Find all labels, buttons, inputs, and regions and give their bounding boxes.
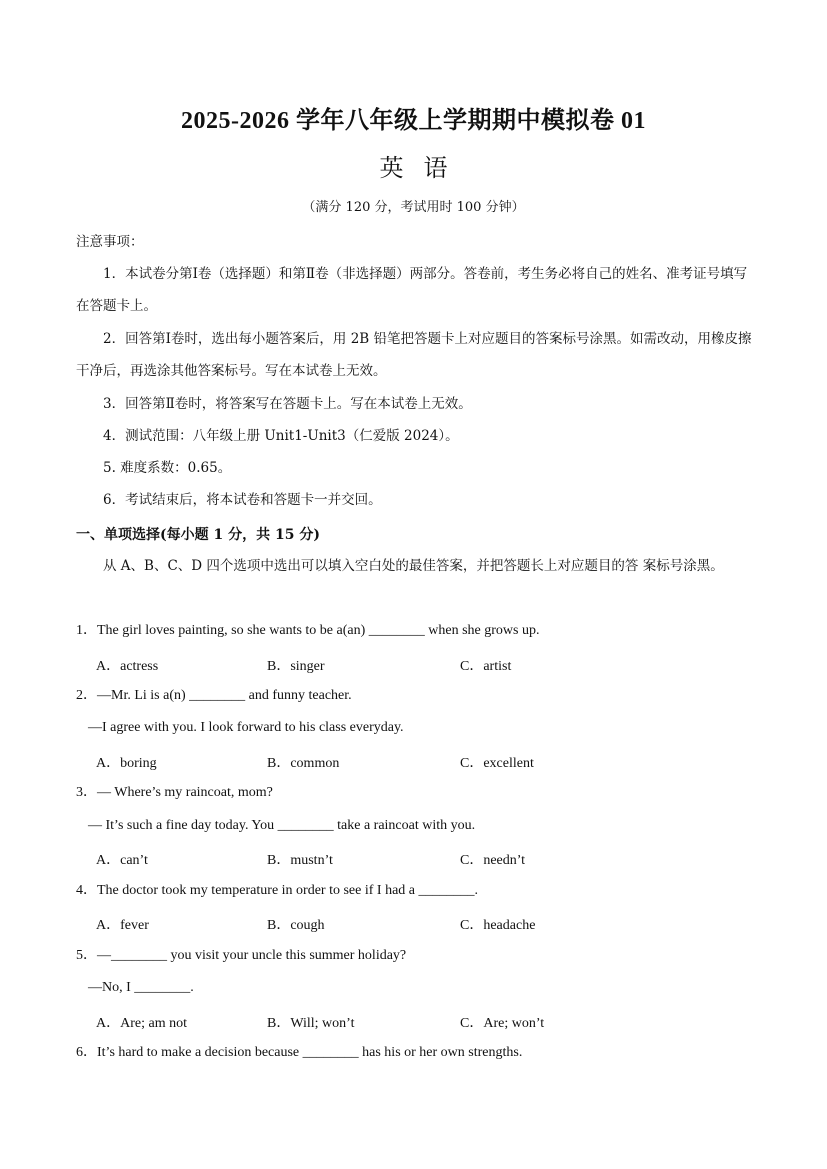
question-3-reply: — It’s such a fine day today. You ________ take a raincoat with you. — [88, 818, 476, 833]
question-2-stem: 2．—Mr. Li is a(n) ________ and funny teacher. — [76, 688, 352, 703]
note-item: 2．回答第Ⅰ卷时，选出每小题答案后，用 2B 铅笔把答题卡上对应题目的答案标号涂黑。如需改动，用橡皮擦干净后，再选涂其他答案标号。写在本试卷上无效。 — [76, 331, 752, 379]
question-4-option-b: B．cough — [267, 918, 325, 933]
question-5-stem: 5．—________ you visit your uncle this summer holiday? — [76, 948, 407, 963]
question-6-stem: 6．It’s hard to make a decision because ________ has his or her own strengths. — [76, 1045, 523, 1060]
question-3-option-c: C．needn’t — [460, 853, 526, 868]
question-3-option-a: A．can’t — [96, 853, 148, 868]
section-instruction: 从 A、B、C、D 四个选项中选出可以填入空白处的最佳答案，并把答题长上对应题目的答 案标号涂黑。 — [103, 558, 724, 574]
exam-meta: （满分 120 分，考试用时 100 分钟） — [302, 200, 525, 215]
question-2-option-c: C．excellent — [460, 756, 534, 771]
question-3-stem: 3．— Where’s my raincoat, mom? — [76, 785, 273, 800]
question-4-stem: 4．The doctor took my temperature in order to see if I had a ________. — [76, 883, 478, 898]
question-1-option-c: C．artist — [460, 659, 512, 674]
question-5-reply: —No, I ________. — [88, 980, 194, 995]
question-5-option-a: A．Are; am not — [96, 1016, 187, 1031]
question-5-option-c: C．Are; won’t — [460, 1016, 545, 1031]
question-1-stem: 1．The girl loves painting, so she wants to be a(an) ________ when she grows up. — [76, 623, 540, 638]
question-5-option-b: B．Will; won’t — [267, 1016, 355, 1031]
note-item: 5. 难度系数：0.65。 — [103, 460, 232, 476]
question-2-reply: —I agree with you. I look forward to his class everyday. — [88, 720, 404, 735]
section-heading: 一、单项选择(每小题 1 分，共 15 分) — [76, 527, 320, 543]
note-item: 1．本试卷分第Ⅰ卷（选择题）和第Ⅱ卷（非选择题）两部分。答卷前，考生务必将自己的姓名、准考证号填写在答题卡上。 — [76, 266, 748, 314]
note-item: 6．考试结束后，将本试卷和答题卡一并交回。 — [103, 492, 382, 508]
note-item: 4．测试范围：八年级上册 Unit1-Unit3（仁爱版 2024）。 — [103, 428, 459, 444]
question-3-option-b: B．mustn’t — [267, 853, 333, 868]
question-2-option-b: B．common — [267, 756, 340, 771]
question-1-option-b: B．singer — [267, 659, 325, 674]
question-2-option-a: A．boring — [96, 756, 157, 771]
notes-heading: 注意事项： — [76, 234, 144, 250]
note-item: 3．回答第Ⅱ卷时，将答案写在答题卡上。写在本试卷上无效。 — [103, 396, 472, 412]
exam-title: 2025-2026 学年八年级上学期期中模拟卷 01 — [181, 108, 646, 134]
question-4-option-a: A．fever — [96, 918, 149, 933]
question-1-option-a: A．actress — [96, 659, 159, 674]
subject-title: 英语 — [379, 154, 468, 182]
question-4-option-c: C．headache — [460, 918, 536, 933]
